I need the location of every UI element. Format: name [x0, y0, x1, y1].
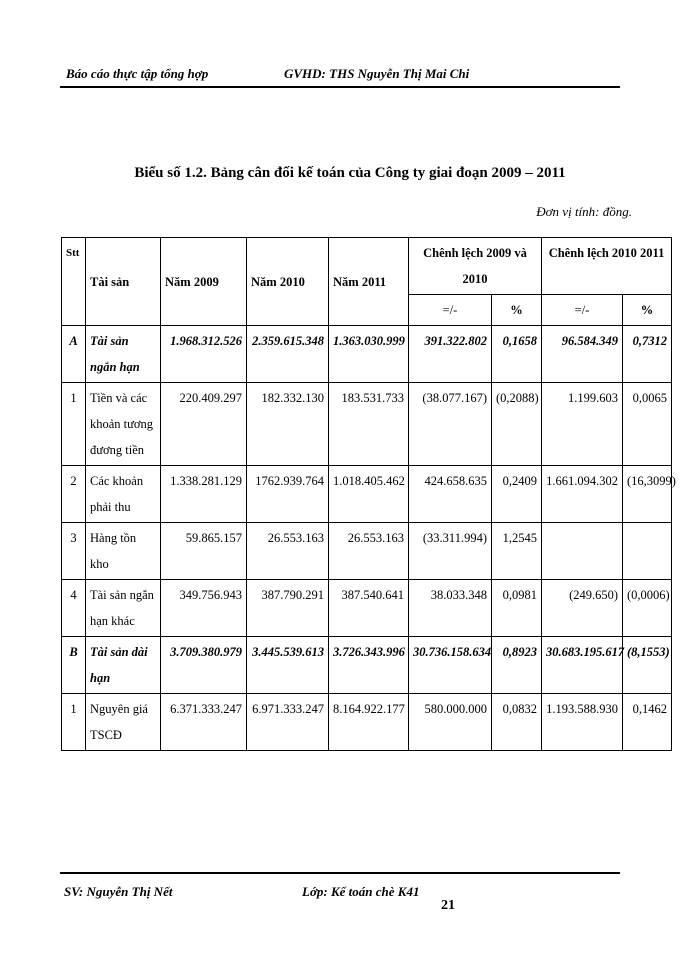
table-row — [62, 580, 672, 637]
cell-diff2: 1.661.094.302 — [542, 466, 623, 523]
table-row — [62, 466, 672, 523]
cell-2011: 387.540.641 — [329, 580, 409, 637]
cell-pct2: (16,3099) — [623, 466, 672, 523]
cell-pct1: 0,0981 — [492, 580, 542, 637]
cell-pct1: 0,1658 — [492, 326, 542, 383]
cell-2010: 6.971.333.247 — [247, 694, 329, 751]
cell-pct1: 0,2409 — [492, 466, 542, 523]
footer-class: Lớp: Kế toán chè K41 — [302, 884, 420, 899]
cell-2010: 182.332.130 — [247, 383, 329, 466]
cell-pct2 — [623, 523, 672, 580]
cell-pct2: (8,1553) — [623, 637, 672, 694]
cell-stt: 3 — [62, 523, 86, 580]
cell-2009: 3.709.380.979 — [161, 637, 247, 694]
header-supervisor: GVHD: THS Nguyễn Thị Mai Chi — [284, 66, 470, 81]
cell-2011: 183.531.733 — [329, 383, 409, 466]
cell-diff2: 96.584.349 — [542, 326, 623, 383]
cell-diff2: 1.199.603 — [542, 383, 623, 466]
cell-pct2: 0,7312 — [623, 326, 672, 383]
cell-stt: A — [62, 326, 86, 383]
header-diff-2009-2010: Chênh lệch 2009 và 2010 — [409, 238, 542, 295]
table-row — [62, 694, 672, 751]
table-row — [62, 637, 672, 694]
cell-diff1: 30.736.158.634 — [409, 637, 492, 694]
header-abs-2: =/- — [542, 295, 623, 326]
cell-2009: 349.756.943 — [161, 580, 247, 637]
header-pct-1: % — [492, 295, 542, 326]
footer-student: SV: Nguyễn Thị Nết — [64, 884, 173, 899]
cell-2011: 1.018.405.462 — [329, 466, 409, 523]
cell-stt: 1 — [62, 694, 86, 751]
cell-diff2 — [542, 523, 623, 580]
table-row — [62, 326, 672, 383]
cell-2010: 2.359.615.348 — [247, 326, 329, 383]
cell-pct2: 0,0065 — [623, 383, 672, 466]
cell-2011: 26.553.163 — [329, 523, 409, 580]
cell-diff1: 38.033.348 — [409, 580, 492, 637]
cell-name: Các khoản phải thu — [86, 466, 161, 523]
balance-sheet-table — [61, 237, 676, 751]
cell-2010: 1762.939.764 — [247, 466, 329, 523]
page-number: 21 — [441, 898, 455, 913]
cell-diff2: (249.650) — [542, 580, 623, 637]
page-footer — [60, 872, 620, 904]
cell-name: Tài sản ngắn hạn — [86, 326, 161, 383]
cell-stt: B — [62, 637, 86, 694]
header-abs-1: =/- — [409, 295, 492, 326]
cell-stt: 2 — [62, 466, 86, 523]
cell-stt: 4 — [62, 580, 86, 637]
page-header — [60, 60, 620, 88]
cell-diff2: 1.193.588.930 — [542, 694, 623, 751]
cell-name: Tài sản ngắn hạn khác — [86, 580, 161, 637]
table-row — [62, 523, 672, 580]
cell-name: Tài sản dài hạn — [86, 637, 161, 694]
header-stt: Stt — [62, 238, 86, 326]
cell-diff1: (38.077.167) — [409, 383, 492, 466]
cell-2011: 1.363.030.999 — [329, 326, 409, 383]
cell-pct2: (0,0006) — [623, 580, 672, 637]
table-row — [62, 383, 672, 466]
cell-2009: 59.865.157 — [161, 523, 247, 580]
cell-pct1: (0,2088) — [492, 383, 542, 466]
cell-diff1: (33.311.994) — [409, 523, 492, 580]
header-2010: Năm 2010 — [247, 238, 329, 326]
header-pct-2: % — [623, 295, 672, 326]
table-title: Biểu số 1.2. Bảng cân đối kế toán của Công ty giai đoạn 2009 – 2011 — [134, 165, 566, 181]
cell-2009: 220.409.297 — [161, 383, 247, 466]
header-2009: Năm 2009 — [161, 238, 247, 326]
cell-2009: 1.968.312.526 — [161, 326, 247, 383]
cell-name: Hàng tồn kho — [86, 523, 161, 580]
cell-diff1: 424.658.635 — [409, 466, 492, 523]
cell-pct1: 0,8923 — [492, 637, 542, 694]
cell-name: Tiền và các khoản tương đương tiền — [86, 383, 161, 466]
unit-label: Đơn vị tính: đồng. — [536, 204, 632, 219]
cell-stt: 1 — [62, 383, 86, 466]
header-asset: Tài sản — [86, 238, 161, 326]
cell-diff1: 580.000.000 — [409, 694, 492, 751]
cell-2010: 26.553.163 — [247, 523, 329, 580]
header-2011: Năm 2011 — [329, 238, 409, 326]
cell-pct2: 0,1462 — [623, 694, 672, 751]
header-diff-2010-2011: Chênh lệch 2010 2011 — [542, 238, 672, 295]
cell-name: Nguyên giá TSCĐ — [86, 694, 161, 751]
cell-2010: 387.790.291 — [247, 580, 329, 637]
cell-diff1: 391.322.802 — [409, 326, 492, 383]
cell-2009: 1.338.281.129 — [161, 466, 247, 523]
cell-diff2: 30.683.195.617 — [542, 637, 623, 694]
cell-2011: 3.726.343.996 — [329, 637, 409, 694]
cell-2009: 6.371.333.247 — [161, 694, 247, 751]
cell-2011: 8.164.922.177 — [329, 694, 409, 751]
header-report-title: Báo cáo thực tập tổng hợp — [66, 66, 209, 81]
cell-2010: 3.445.539.613 — [247, 637, 329, 694]
cell-pct1: 1,2545 — [492, 523, 542, 580]
cell-pct1: 0,0832 — [492, 694, 542, 751]
